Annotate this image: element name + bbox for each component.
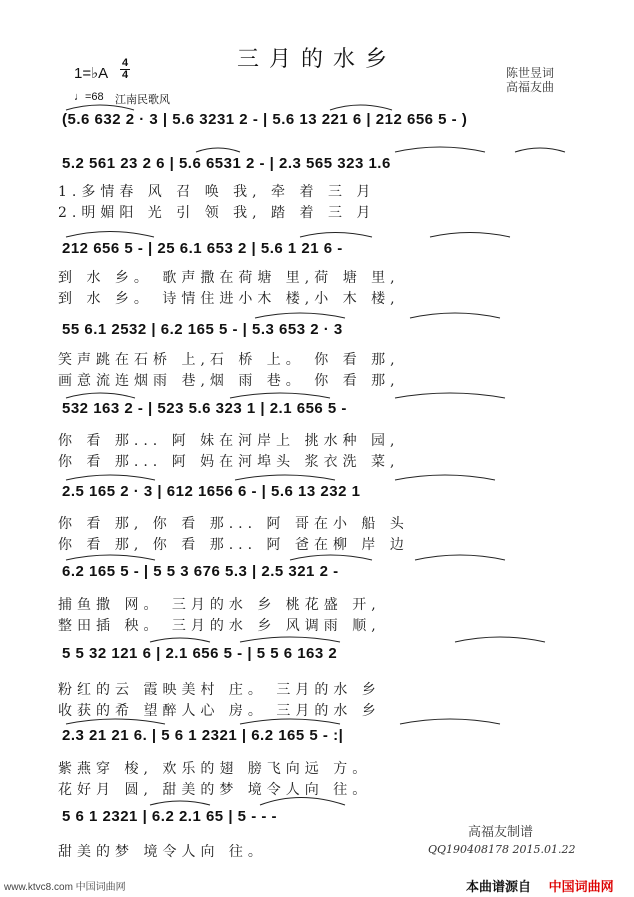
lyrics-10-verse-1: 甜美的梦 境令人向 往。 (58, 844, 267, 860)
slur-arc (150, 801, 210, 805)
score-line-2: 5.2 561 23 2 6 | 5.6 6531 2 - | 2.3 565 323 1.6 (62, 155, 391, 172)
slur-arc (300, 233, 372, 238)
slur-arc (66, 105, 134, 110)
time-bottom: 4 (121, 69, 129, 81)
lyrics-4-verse-2: 画意流连烟雨 巷,烟 雨 巷。 你 看 那, (58, 373, 400, 389)
slur-arc (260, 798, 345, 806)
footer-site-link[interactable]: www.ktvc8.com 中国词曲网 (4, 882, 126, 893)
lyrics-5-verse-1: 你 看 那... 阿 妹在河岸上 挑水种 园, (58, 433, 400, 449)
tempo-marking: ♩=68 (74, 91, 104, 103)
lyrics-6-verse-1: 你 看 那, 你 看 那... 阿 哥在小 船 头 (58, 516, 409, 532)
song-title: 三月的水乡 (236, 47, 397, 72)
slur-arc (415, 555, 505, 560)
slur-arc (240, 719, 340, 724)
style-marking: 江南民歌风 (115, 94, 170, 106)
slur-arc (150, 638, 210, 642)
footer-source-site[interactable]: 中国词曲网 (548, 879, 614, 894)
slur-arc (255, 313, 345, 318)
lyrics-6-verse-2: 你 看 那, 你 看 那... 阿 爸在柳 岸 边 (58, 537, 409, 553)
qq-date: QQ190408178 2015.01.22 (428, 843, 576, 856)
score-line-9: 2.3 21 21 6. | 5 6 1 2321 | 6.2 165 5 - :| (62, 727, 344, 744)
composer: 高福友曲 (506, 80, 555, 94)
score-line-4: 55 6.1 2532 | 6.2 165 5 - | 5.3 653 2 · 3 (62, 321, 343, 338)
slur-arc (66, 555, 155, 560)
lyrics-5-verse-2: 你 看 那... 阿 妈在河埠头 浆衣洗 菜, (58, 454, 400, 470)
slur-arc (330, 105, 392, 110)
score-line-3: 212 656 5 - | 25 6.1 653 2 | 5.6 1 21 6 - (62, 240, 343, 257)
slur-arc (455, 637, 545, 642)
lyrics-8-verse-2: 收获的希 望醉人心 房。 三月的水 乡 (58, 703, 381, 719)
slur-arc (240, 637, 340, 642)
lyrics-7-verse-1: 捕鱼撒 网。 三月的水 乡 桃花盛 开, (58, 597, 381, 613)
lyrics-3-verse-2: 到 水 乡。 诗情住进小木 楼,小 木 楼, (58, 291, 400, 307)
slur-arc (515, 148, 565, 152)
score-line-8: 5 5 32 121 6 | 2.1 656 5 - | 5 5 6 163 2 (62, 645, 338, 662)
lyrics-2-verse-1: 1.多情春 风 召 唤 我, 牵 着 三 月 (58, 184, 376, 200)
slur-arc (230, 393, 330, 398)
score-line-1: (5.6 632 2 · 3 | 5.6 3231 2 - | 5.6 13 221 6 | 212 656 5 - ) (62, 111, 468, 128)
slur-arc (66, 232, 154, 238)
lyrics-9-verse-2: 花好月 圆, 甜美的梦 境令人向 往。 (58, 782, 372, 798)
slur-arc (395, 147, 485, 152)
lyrics-7-verse-2: 整田插 秧。 三月的水 乡 风调雨 顺, (58, 618, 381, 634)
lyrics-8-verse-1: 粉红的云 霞映美村 庄。 三月的水 乡 (58, 682, 381, 698)
lyrics-2-verse-2: 2.明媚阳 光 引 领 我, 踏 着 三 月 (58, 205, 376, 221)
slur-arc (66, 393, 135, 398)
slur-arc (66, 719, 165, 724)
footer-source (466, 876, 614, 895)
score-maker: 高福友制谱 (468, 825, 534, 840)
slur-arc (400, 719, 500, 724)
slur-arc (290, 555, 372, 560)
lyrics-9-verse-1: 紫燕穿 梭, 欢乐的翅 膀飞向远 方。 (58, 761, 372, 777)
slur-arc (235, 475, 335, 480)
footer-source-label: 本曲谱源自 (466, 879, 532, 894)
lyricist: 陈世昱词 (506, 66, 555, 80)
slur-arc (196, 148, 240, 152)
lyrics-4-verse-1: 笑声跳在石桥 上,石 桥 上。 你 看 那, (58, 352, 400, 368)
score-line-5: 532 163 2 - | 523 5.6 323 1 | 2.1 656 5 - (62, 400, 347, 417)
slur-arc (410, 313, 500, 318)
slur-arc (66, 475, 155, 480)
score-line-7: 6.2 165 5 - | 5 5 3 676 5.3 | 2.5 321 2 - (62, 563, 339, 580)
score-line-10: 5 6 1 2321 | 6.2 2.1 65 | 5 - - - (62, 808, 278, 825)
slur-arc (395, 475, 495, 480)
key-signature: 1=♭A (74, 65, 109, 82)
slur-arc (395, 393, 505, 398)
slur-arc (430, 233, 510, 238)
time-top: 4 (121, 57, 129, 69)
score-line-6: 2.5 165 2 · 3 | 612 1656 6 - | 5.6 13 232 1 (62, 483, 361, 500)
lyrics-3-verse-1: 到 水 乡。 歌声撒在荷塘 里,荷 塘 里, (58, 270, 400, 286)
